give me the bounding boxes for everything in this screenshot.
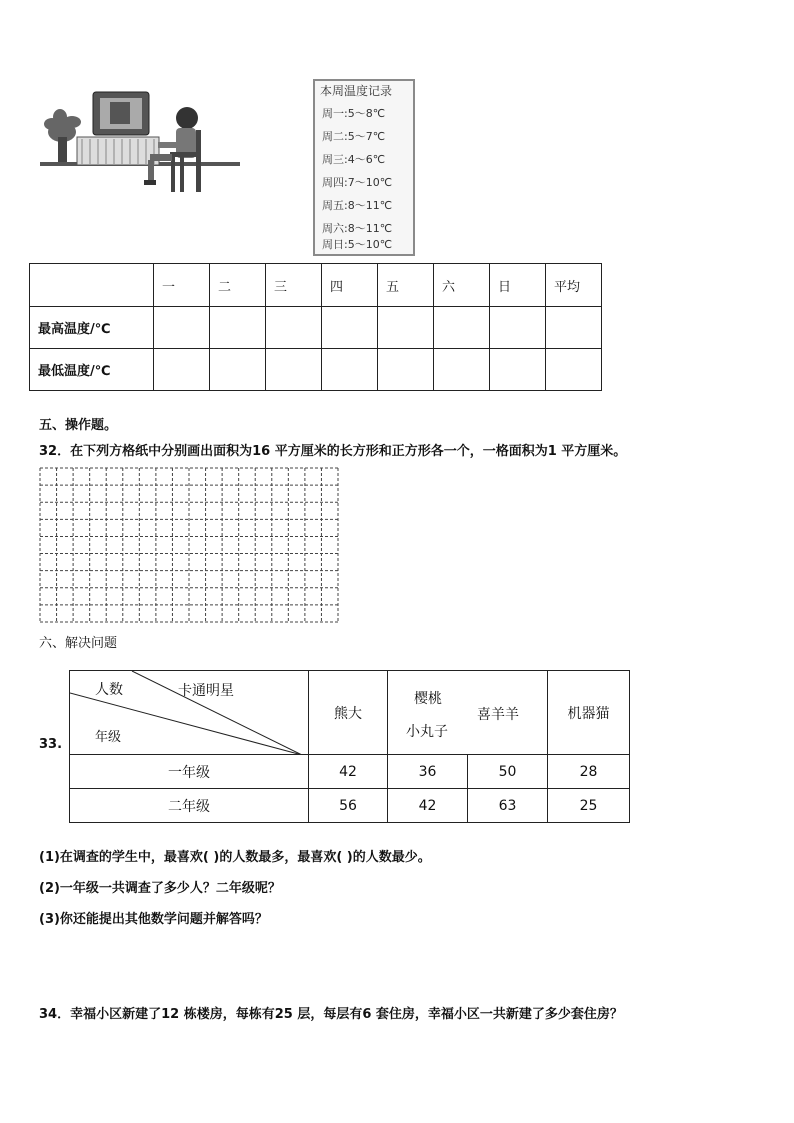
value-cell: 25: [548, 789, 630, 823]
diagonal-header-cell: [70, 671, 309, 755]
table-row: [70, 789, 630, 823]
table-header-cell: 四: [322, 264, 378, 307]
question-number: 33.: [39, 737, 63, 752]
row-label: 最低温度/℃: [30, 349, 154, 391]
row-label: 最高温度/℃: [30, 307, 154, 349]
grade-label: 二年级: [70, 789, 309, 823]
answer-cell[interactable]: [546, 349, 602, 391]
question-34: 34．幸福小区新建了12 栋楼房，每栋有25 层，每层有6 套住房，幸福小区一共新建了多少套住房？: [39, 1007, 623, 1022]
child-watching-tv-illustration: [40, 82, 245, 197]
table-row: [70, 755, 630, 789]
record-line: 周一:5～8℃: [322, 107, 386, 120]
table-row: [30, 307, 602, 349]
table-header-row: [70, 671, 630, 755]
answer-cell[interactable]: [490, 307, 546, 349]
answer-cell[interactable]: [434, 307, 490, 349]
value-cell: 36: [388, 755, 468, 789]
subquestion-2: (2)一年级一共调查了多少人？二年级呢？: [39, 881, 281, 896]
section-title: 五、操作题。: [39, 418, 118, 433]
answer-cell[interactable]: [378, 307, 434, 349]
diag-label-people: 人数: [95, 682, 123, 698]
record-line: 周日:5～10℃: [322, 238, 393, 251]
table-header-row: [30, 264, 602, 307]
answer-cell[interactable]: [490, 349, 546, 391]
answer-cell[interactable]: [322, 307, 378, 349]
record-line: 周二:5～7℃: [322, 130, 386, 143]
temperature-table: [29, 263, 602, 391]
table-header-cell: [30, 264, 154, 307]
table-header-cell: 平均: [546, 264, 602, 307]
table-header-cell: 二: [210, 264, 266, 307]
answer-cell[interactable]: [210, 349, 266, 391]
answer-cell[interactable]: [154, 307, 210, 349]
value-cell: 42: [309, 755, 388, 789]
answer-cell[interactable]: [322, 349, 378, 391]
column-header: 喜羊羊: [477, 707, 519, 723]
table-header-cell: 一: [154, 264, 210, 307]
subquestion-1: (1)在调查的学生中，最喜欢( )的人数最多，最喜欢( )的人数最少。: [39, 850, 431, 865]
value-cell: 42: [388, 789, 468, 823]
record-line: 周五:8～11℃: [322, 199, 393, 212]
table-header-cell: 五: [378, 264, 434, 307]
record-line: 周三:4～6℃: [322, 153, 386, 166]
table-row: [30, 349, 602, 391]
answer-cell[interactable]: [266, 307, 322, 349]
answer-cell[interactable]: [378, 349, 434, 391]
answer-cell[interactable]: [434, 349, 490, 391]
subquestion-3: (3)你还能提出其他数学问题并解答吗？: [39, 912, 268, 927]
record-line: 周六:8～11℃: [322, 222, 393, 235]
column-header: 机器猫: [548, 671, 630, 755]
temperature-record-card: [313, 79, 415, 256]
diag-label-cartoon-stars: 卡通明星: [178, 683, 234, 699]
answer-cell[interactable]: [266, 349, 322, 391]
table-header-cell: 日: [490, 264, 546, 307]
value-cell: 28: [548, 755, 630, 789]
table-header-cell: 六: [434, 264, 490, 307]
column-header-line1: 樱桃: [414, 691, 442, 707]
column-header: 熊大: [309, 671, 388, 755]
value-cell: 63: [468, 789, 548, 823]
column-header-line2: 小丸子: [406, 724, 448, 740]
grade-label: 一年级: [70, 755, 309, 789]
answer-cell[interactable]: [154, 349, 210, 391]
question-32: 32．在下列方格纸中分别画出面积为16 平方厘米的长方形和正方形各一个，一格面积为1 平方厘米。: [39, 444, 627, 459]
table-header-cell: 三: [266, 264, 322, 307]
value-cell: 56: [309, 789, 388, 823]
value-cell: 50: [468, 755, 548, 789]
answer-cell[interactable]: [210, 307, 266, 349]
diag-label-grade: 年级: [95, 730, 122, 745]
dashed-grid-paper[interactable]: [39, 467, 339, 623]
section-title: 六、解决问题: [39, 636, 118, 651]
record-title: 本周温度记录: [320, 84, 393, 98]
record-line: 周四:7～10℃: [322, 176, 393, 189]
cartoon-survey-table: [69, 670, 630, 823]
column-header-group: [388, 671, 548, 755]
answer-cell[interactable]: [546, 307, 602, 349]
